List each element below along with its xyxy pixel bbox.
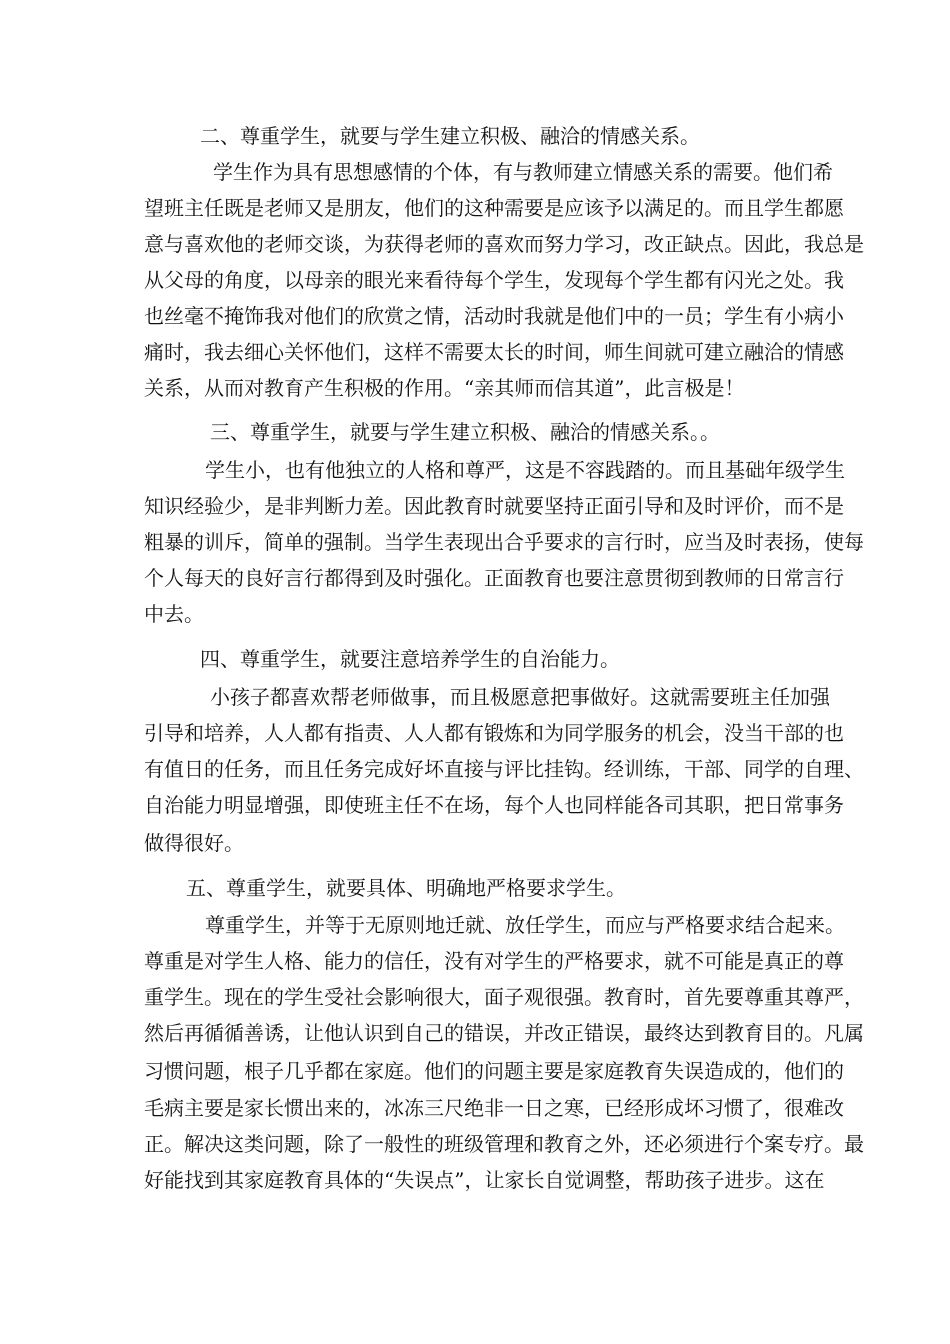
- paragraph-line: 关系，从而对教育产生积极的作用。“亲其师而信其道”，此言极是！: [144, 376, 745, 400]
- paragraph-line: 粗暴的训斥，简单的强制。当学生表现出合乎要求的言行时，应当及时表扬，使每: [144, 530, 864, 554]
- paragraph-line: 小孩子都喜欢帮老师做事，而且极愿意把事做好。这就需要班主任加强: [210, 685, 830, 709]
- paragraph-line: 也丝毫不掩饰我对他们的欣赏之情，活动时我就是他们中的一员；学生有小病小: [144, 304, 844, 328]
- paragraph-line: 学生作为具有思想感情的个体，有与教师建立情感关系的需要。他们希: [213, 160, 833, 184]
- paragraph-line: 好能找到其家庭教育具体的“失误点”，让家长自觉调整，帮助孩子进步。这在: [144, 1168, 825, 1192]
- paragraph-line: 引导和培养，人人都有指责、人人都有锻炼和为同学服务的机会，没当干部的也: [144, 721, 844, 745]
- section-heading-2: 二、尊重学生，就要与学生建立积极、融洽的情感关系。: [200, 124, 700, 148]
- section-heading-3: 三、尊重学生，就要与学生建立积极、融洽的情感关系。。: [210, 420, 720, 444]
- paragraph-line: 重学生。现在的学生受社会影响很大，面子观很强。教育时，首先要尊重其尊严，: [144, 985, 864, 1009]
- paragraph-line: 意与喜欢他的老师交谈，为获得老师的喜欢而努力学习，改正缺点。因此，我总是: [144, 232, 864, 256]
- paragraph-line: 有值日的任务，而且任务完成好坏直接与评比挂钩。经训练，干部、同学的自理、: [144, 757, 864, 781]
- paragraph-line: 个人每天的良好言行都得到及时强化。正面教育也要注意贯彻到教师的日常言行: [144, 566, 844, 590]
- section-heading-4: 四、尊重学生，就要注意培养学生的自治能力。: [200, 647, 620, 671]
- paragraph-line: 尊重学生，并等于无原则地迁就、放任学生，而应与严格要求结合起来。: [205, 913, 845, 937]
- paragraph-line: 正。解决这类问题，除了一般性的班级管理和教育之外，还必须进行个案专疗。最: [144, 1132, 864, 1156]
- paragraph-line: 然后再循循善诱，让他认识到自己的错误，并改正错误，最终达到教育目的。凡属: [144, 1021, 864, 1045]
- paragraph-line: 尊重是对学生人格、能力的信任，没有对学生的严格要求，就不可能是真正的尊: [144, 949, 844, 973]
- paragraph-line: 学生小，也有他独立的人格和尊严，这是不容践踏的。而且基础年级学生: [205, 458, 845, 482]
- paragraph-line: 从父母的角度，以母亲的眼光来看待每个学生，发现每个学生都有闪光之处。我: [144, 268, 844, 292]
- section-heading-5: 五、尊重学生，就要具体、明确地严格要求学生。: [186, 876, 626, 900]
- paragraph-line: 习惯问题，根子几乎都在家庭。他们的问题主要是家庭教育失误造成的，他们的: [144, 1059, 844, 1083]
- paragraph-line: 自治能力明显增强，即使班主任不在场，每个人也同样能各司其职，把日常事务: [144, 793, 844, 817]
- paragraph-line: 中去。: [144, 602, 204, 626]
- paragraph-line: 做得很好。: [144, 831, 244, 855]
- paragraph-line: 痛时，我去细心关怀他们，这样不需要太长的时间，师生间就可建立融洽的情感: [144, 340, 844, 364]
- paragraph-line: 知识经验少，是非判断力差。因此教育时就要坚持正面引导和及时评价，而不是: [144, 494, 844, 518]
- paragraph-line: 望班主任既是老师又是朋友，他们的这种需要是应该予以满足的。而且学生都愿: [144, 196, 844, 220]
- paragraph-line: 毛病主要是家长惯出来的，冰冻三尺绝非一日之寒，已经形成坏习惯了，很难改: [144, 1096, 844, 1120]
